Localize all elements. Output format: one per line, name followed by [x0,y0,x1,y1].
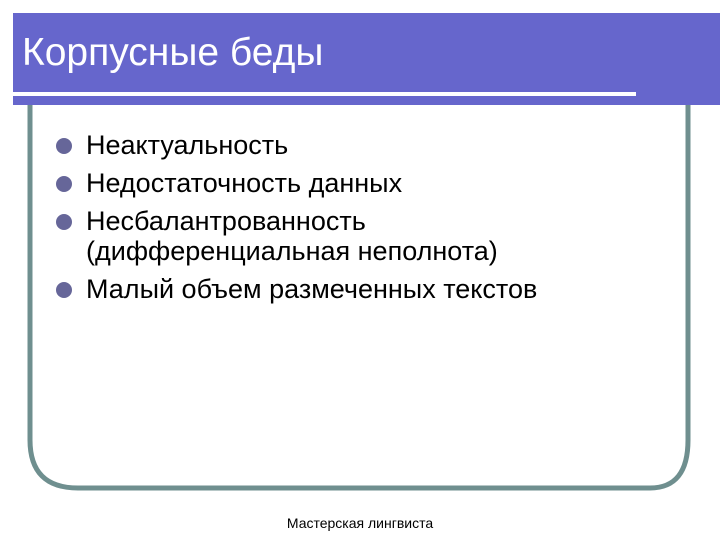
bullet-dot-icon [56,282,72,298]
bullet-dot-icon [56,214,72,230]
bullet-item [54,168,694,198]
bullet-dot-icon [56,176,72,192]
bullet-text: Несбалантрованность [86,206,366,236]
bullet-item [54,206,694,266]
bullet-item [54,130,694,160]
slide-footer: Мастерская лингвиста [286,515,434,531]
title-underline [13,92,636,96]
bullet-text: Малый объем размеченных текстов [86,274,538,304]
bullet-text-continuation: (дифференциальная неполнота) [86,236,498,266]
bullet-list [54,130,694,312]
slide-title: Корпусные беды [22,31,324,74]
bullet-item [54,274,694,304]
bullet-dot-icon [56,138,72,154]
bullet-text: Неактуальность [86,130,289,160]
bullet-text: Недостаточность данных [86,168,403,198]
